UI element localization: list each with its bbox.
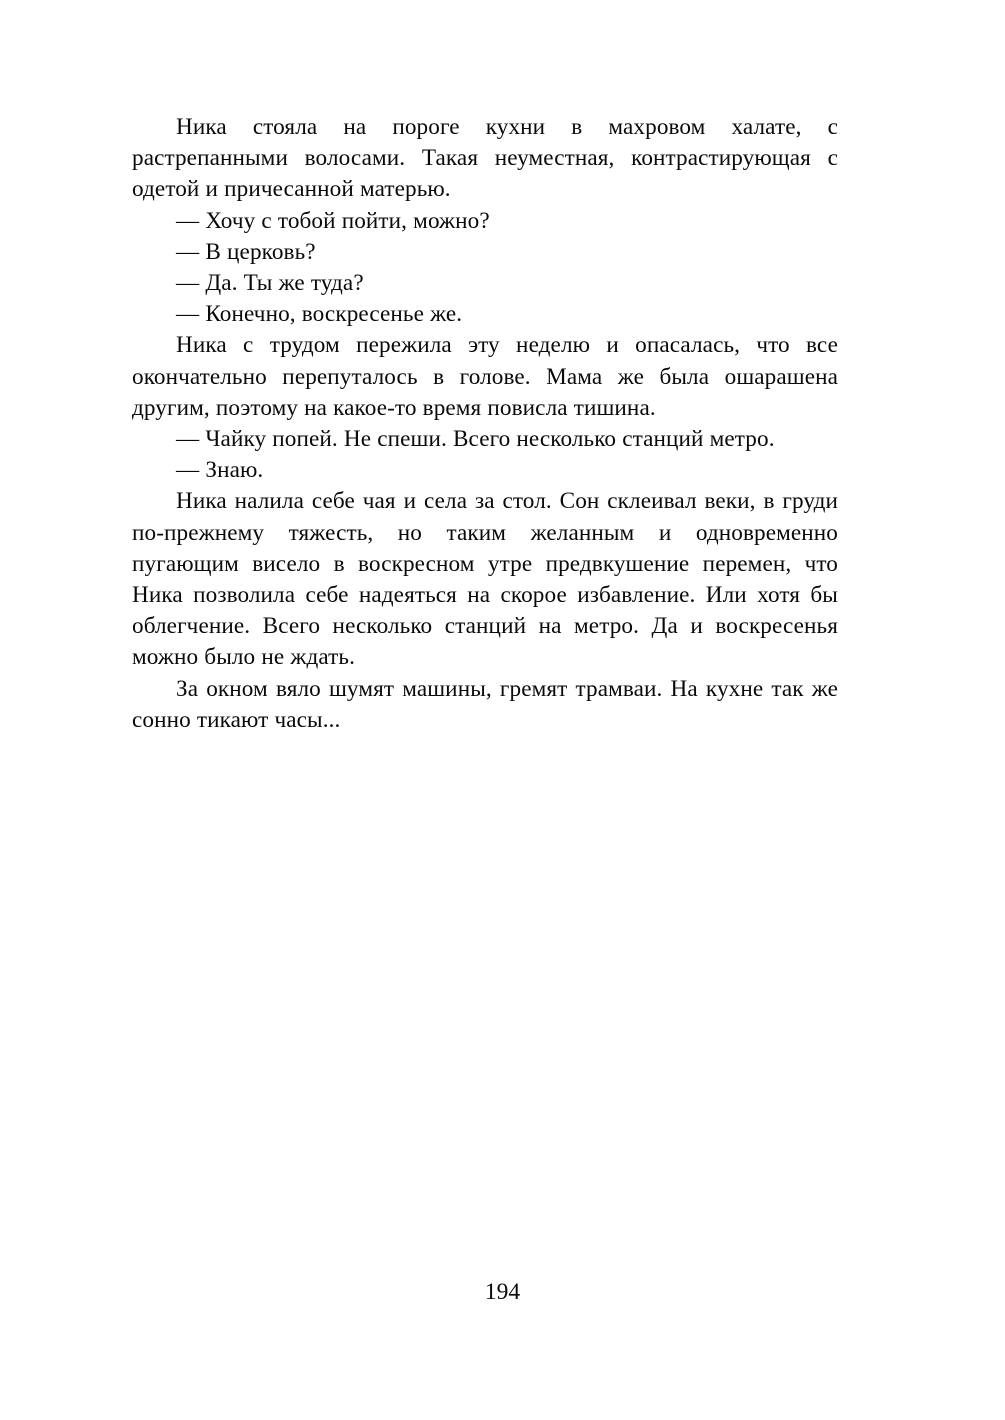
paragraph-narrative: Ника налила себе чая и села за стол. Сон склеивал веки, в груди по-прежнему тяжесть, но таким желанным и одновременно пугающим висело в воскресном утре предвкушение перемен, что Ника позволила себе надеяться на скорое избавление. Или хотя бы облегчение. Всего несколько станций на метро. Да и воскресенья можно было не ждать. (132, 488, 838, 671)
paragraph-dialogue: — Знаю. (176, 457, 264, 484)
paragraph-narrative: Ника стояла на пороге кухни в махровом халате, с растрепанными волосами. Такая неуместная, контрастирующая с одетой и причесанной матерью. (132, 114, 838, 203)
paragraph-dialogue: — Хочу с тобой пойти, можно? (176, 207, 490, 234)
page-text-column (132, 112, 838, 736)
page-number: 194 (484, 1279, 521, 1305)
paragraph-dialogue: — Чайку попей. Не спеши. Всего несколько станций метро. (176, 426, 775, 453)
paragraph-dialogue: — Да. Ты же туда? (176, 270, 364, 297)
paragraph-dialogue: — В церковь? (176, 238, 316, 265)
paragraph-narrative: Ника с трудом пережила эту неделю и опасалась, что все окончательно перепуталось в голове. Мама же была ошарашена другим, поэтому на какое-то время повисла тишина. (132, 332, 838, 421)
paragraph-narrative: За окном вяло шумят машины, гремят трамваи. На кухне так же сонно тикают часы... (132, 675, 838, 733)
paragraph-dialogue: — Конечно, воскресенье же. (176, 301, 463, 328)
